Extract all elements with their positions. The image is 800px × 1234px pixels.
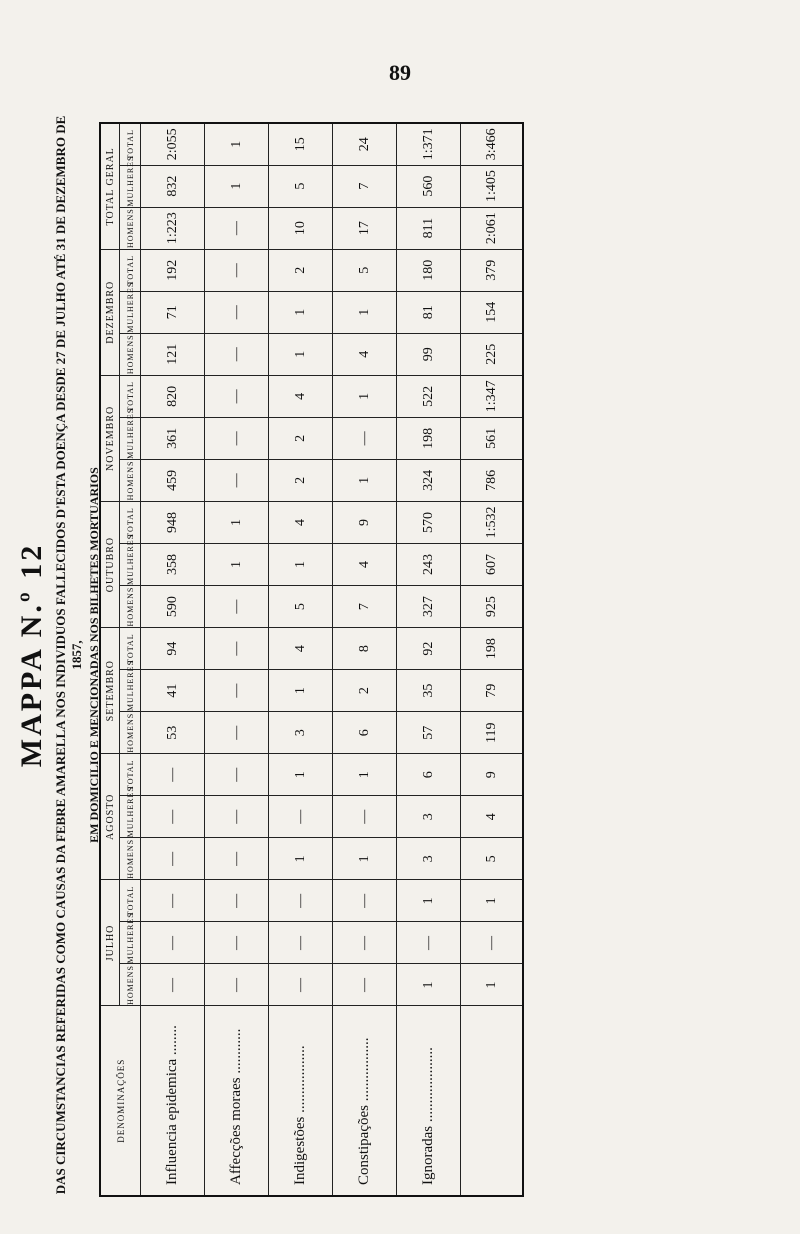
value-cell: — bbox=[461, 922, 523, 964]
value-cell: 327 bbox=[397, 586, 461, 628]
value-cell: 243 bbox=[397, 543, 461, 585]
value-cell: — bbox=[205, 207, 269, 249]
value-cell: 1:371 bbox=[397, 123, 461, 165]
value-cell: 361 bbox=[141, 417, 205, 459]
value-cell: — bbox=[205, 628, 269, 670]
value-cell: 925 bbox=[461, 586, 523, 628]
value-cell: — bbox=[269, 880, 333, 922]
value-cell: 1 bbox=[461, 964, 523, 1006]
value-cell: — bbox=[205, 375, 269, 417]
value-cell: — bbox=[141, 922, 205, 964]
subheader-cell: HOMENS bbox=[120, 207, 141, 249]
group-header: SETEMBRO bbox=[100, 628, 120, 754]
subheader-cell: MULHERES bbox=[120, 165, 141, 207]
value-cell: 1 bbox=[205, 123, 269, 165]
value-cell: — bbox=[205, 880, 269, 922]
value-cell: 1 bbox=[461, 880, 523, 922]
value-cell: — bbox=[205, 586, 269, 628]
value-cell: — bbox=[205, 838, 269, 880]
value-cell: 1 bbox=[205, 501, 269, 543]
value-cell: 1 bbox=[333, 754, 397, 796]
value-cell: — bbox=[205, 291, 269, 333]
value-cell: 57 bbox=[397, 712, 461, 754]
value-cell: 2:061 bbox=[461, 207, 523, 249]
value-cell: 561 bbox=[461, 417, 523, 459]
value-cell: 180 bbox=[397, 249, 461, 291]
value-cell: — bbox=[205, 670, 269, 712]
value-cell: 7 bbox=[333, 165, 397, 207]
row-label: Constipações ................. bbox=[333, 1006, 397, 1196]
value-cell: 7 bbox=[333, 586, 397, 628]
value-cell: — bbox=[205, 796, 269, 838]
value-cell: — bbox=[333, 796, 397, 838]
value-cell: — bbox=[269, 922, 333, 964]
value-cell: 1 bbox=[333, 375, 397, 417]
row-label: Ignoradas .................... bbox=[397, 1006, 461, 1196]
value-cell: 99 bbox=[397, 333, 461, 375]
value-cell: — bbox=[141, 880, 205, 922]
value-cell: 2 bbox=[269, 417, 333, 459]
row-label: Affecções moraes ............ bbox=[205, 1006, 269, 1196]
value-cell: 35 bbox=[397, 670, 461, 712]
value-cell: 590 bbox=[141, 586, 205, 628]
subheader-cell: TOTAL bbox=[120, 501, 141, 543]
map-title: MAPPA N.º 12 bbox=[15, 542, 48, 768]
value-cell: 560 bbox=[397, 165, 461, 207]
value-cell: 5 bbox=[333, 249, 397, 291]
value-cell: 1 bbox=[333, 291, 397, 333]
value-cell: — bbox=[205, 754, 269, 796]
value-cell: 3:466 bbox=[461, 123, 523, 165]
value-cell: 4 bbox=[269, 501, 333, 543]
subheader-cell: TOTAL bbox=[120, 375, 141, 417]
subheader-cell: HOMENS bbox=[120, 459, 141, 501]
value-cell: 79 bbox=[461, 670, 523, 712]
value-cell: 379 bbox=[461, 249, 523, 291]
row-label: Indigestões .................. bbox=[269, 1006, 333, 1196]
value-cell: 832 bbox=[141, 165, 205, 207]
row-label bbox=[461, 1006, 523, 1196]
value-cell: 10 bbox=[269, 207, 333, 249]
value-cell: — bbox=[333, 880, 397, 922]
value-cell: 4 bbox=[269, 628, 333, 670]
value-cell: 820 bbox=[141, 375, 205, 417]
subheader-cell: HOMENS bbox=[120, 712, 141, 754]
value-cell: 92 bbox=[397, 628, 461, 670]
subheader-cell: MULHERES bbox=[120, 796, 141, 838]
value-cell: 2 bbox=[333, 670, 397, 712]
subheader-cell: TOTAL bbox=[120, 628, 141, 670]
value-cell: 9 bbox=[333, 501, 397, 543]
value-cell: 2 bbox=[269, 459, 333, 501]
value-cell: — bbox=[205, 712, 269, 754]
value-cell: 198 bbox=[397, 417, 461, 459]
table-row bbox=[205, 123, 269, 1196]
value-cell: 17 bbox=[333, 207, 397, 249]
rotated-page-content bbox=[7, 105, 547, 1205]
value-cell: 4 bbox=[461, 796, 523, 838]
value-cell: 1:405 bbox=[461, 165, 523, 207]
value-cell: 5 bbox=[269, 165, 333, 207]
value-cell: — bbox=[141, 796, 205, 838]
value-cell: — bbox=[333, 417, 397, 459]
subheader-cell: TOTAL bbox=[120, 249, 141, 291]
totals-row bbox=[461, 123, 523, 1196]
value-cell: — bbox=[205, 417, 269, 459]
value-cell: 192 bbox=[141, 249, 205, 291]
data-table bbox=[99, 122, 524, 1197]
value-cell: 1 bbox=[269, 670, 333, 712]
value-cell: — bbox=[141, 964, 205, 1006]
value-cell: 1:347 bbox=[461, 375, 523, 417]
value-cell: 1 bbox=[333, 838, 397, 880]
subheader-cell: TOTAL bbox=[120, 754, 141, 796]
value-cell: 121 bbox=[141, 333, 205, 375]
value-cell: 607 bbox=[461, 543, 523, 585]
group-header-row bbox=[100, 123, 120, 1196]
value-cell: 358 bbox=[141, 543, 205, 585]
value-cell: 1 bbox=[269, 754, 333, 796]
value-cell: 522 bbox=[397, 375, 461, 417]
value-cell: — bbox=[141, 838, 205, 880]
subheader-cell: TOTAL bbox=[120, 123, 141, 165]
subheader-cell: HOMENS bbox=[120, 586, 141, 628]
value-cell: 1 bbox=[269, 838, 333, 880]
value-cell: 459 bbox=[141, 459, 205, 501]
value-cell: — bbox=[269, 796, 333, 838]
value-cell: 154 bbox=[461, 291, 523, 333]
value-cell: — bbox=[205, 964, 269, 1006]
value-cell: 2 bbox=[269, 249, 333, 291]
value-cell: 6 bbox=[333, 712, 397, 754]
value-cell: 1 bbox=[269, 333, 333, 375]
value-cell: 1 bbox=[333, 459, 397, 501]
title-block bbox=[7, 105, 101, 1205]
subheader-cell: MULHERES bbox=[120, 417, 141, 459]
group-header: NOVEMBRO bbox=[100, 375, 120, 501]
subheader-cell: MULHERES bbox=[120, 670, 141, 712]
value-cell: 9 bbox=[461, 754, 523, 796]
group-header: AGOSTO bbox=[100, 754, 120, 880]
value-cell: 4 bbox=[269, 375, 333, 417]
group-header: JULHO bbox=[100, 880, 120, 1006]
value-cell: 948 bbox=[141, 501, 205, 543]
value-cell: 15 bbox=[269, 123, 333, 165]
subtitle-line-1: DAS CIRCUMSTANCIAS REFERIDAS COMO CAUSAS DA FEBRE AMARELLA NOS INDIVIDUOS FALLECIDOS D'ESTA DOENÇA DESDE 27 DE JULHO ATÉ 31 DE DEZEMBRO DE 1857, bbox=[53, 115, 84, 1195]
value-cell: 324 bbox=[397, 459, 461, 501]
table-row bbox=[397, 123, 461, 1196]
value-cell: 786 bbox=[461, 459, 523, 501]
value-cell: 811 bbox=[397, 207, 461, 249]
group-header: DEZEMBRO bbox=[100, 249, 120, 375]
value-cell: 1 bbox=[269, 543, 333, 585]
value-cell: — bbox=[333, 964, 397, 1006]
value-cell: — bbox=[333, 922, 397, 964]
value-cell: 3 bbox=[397, 796, 461, 838]
value-cell: 24 bbox=[333, 123, 397, 165]
subheader-cell: HOMENS bbox=[120, 964, 141, 1006]
value-cell: 6 bbox=[397, 754, 461, 796]
value-cell: — bbox=[397, 922, 461, 964]
page-number: 89 bbox=[389, 60, 411, 85]
value-cell: 41 bbox=[141, 670, 205, 712]
table-row bbox=[269, 123, 333, 1196]
value-cell: — bbox=[269, 964, 333, 1006]
denominacoes-header: DENOMINAÇÕES bbox=[100, 1006, 141, 1196]
value-cell: 1 bbox=[269, 291, 333, 333]
value-cell: 3 bbox=[397, 838, 461, 880]
subtitle-line-2: EM DOMICILIO E MENCIONADAS NOS BILHETES MORTUARIOS bbox=[87, 467, 101, 843]
value-cell: 570 bbox=[397, 501, 461, 543]
subheader-cell: MULHERES bbox=[120, 922, 141, 964]
value-cell: — bbox=[205, 922, 269, 964]
value-cell: — bbox=[205, 249, 269, 291]
value-cell: 3 bbox=[269, 712, 333, 754]
subheader-cell: MULHERES bbox=[120, 291, 141, 333]
value-cell: 5 bbox=[269, 586, 333, 628]
value-cell: 94 bbox=[141, 628, 205, 670]
table-row bbox=[141, 123, 205, 1196]
row-label: Influencia epidemica ........ bbox=[141, 1006, 205, 1196]
value-cell: — bbox=[205, 459, 269, 501]
value-cell: — bbox=[205, 333, 269, 375]
value-cell: 4 bbox=[333, 333, 397, 375]
value-cell: 53 bbox=[141, 712, 205, 754]
subheader-cell: MULHERES bbox=[120, 543, 141, 585]
value-cell: 81 bbox=[397, 291, 461, 333]
value-cell: 2:055 bbox=[141, 123, 205, 165]
value-cell: 4 bbox=[333, 543, 397, 585]
value-cell: 1 bbox=[205, 543, 269, 585]
group-header: OUTUBRO bbox=[100, 501, 120, 627]
value-cell: 71 bbox=[141, 291, 205, 333]
value-cell: 8 bbox=[333, 628, 397, 670]
value-cell: 198 bbox=[461, 628, 523, 670]
value-cell: 1:532 bbox=[461, 501, 523, 543]
value-cell: 1 bbox=[397, 880, 461, 922]
value-cell: 119 bbox=[461, 712, 523, 754]
subheader-cell: HOMENS bbox=[120, 838, 141, 880]
value-cell: — bbox=[141, 754, 205, 796]
value-cell: 1 bbox=[205, 165, 269, 207]
value-cell: 5 bbox=[461, 838, 523, 880]
subheader-cell: HOMENS bbox=[120, 333, 141, 375]
table-body bbox=[141, 123, 524, 1196]
value-cell: 1:223 bbox=[141, 207, 205, 249]
subheader-cell: TOTAL bbox=[120, 880, 141, 922]
value-cell: 225 bbox=[461, 333, 523, 375]
value-cell: 1 bbox=[397, 964, 461, 1006]
table-row bbox=[333, 123, 397, 1196]
group-header: TOTAL GERAL bbox=[100, 123, 120, 249]
